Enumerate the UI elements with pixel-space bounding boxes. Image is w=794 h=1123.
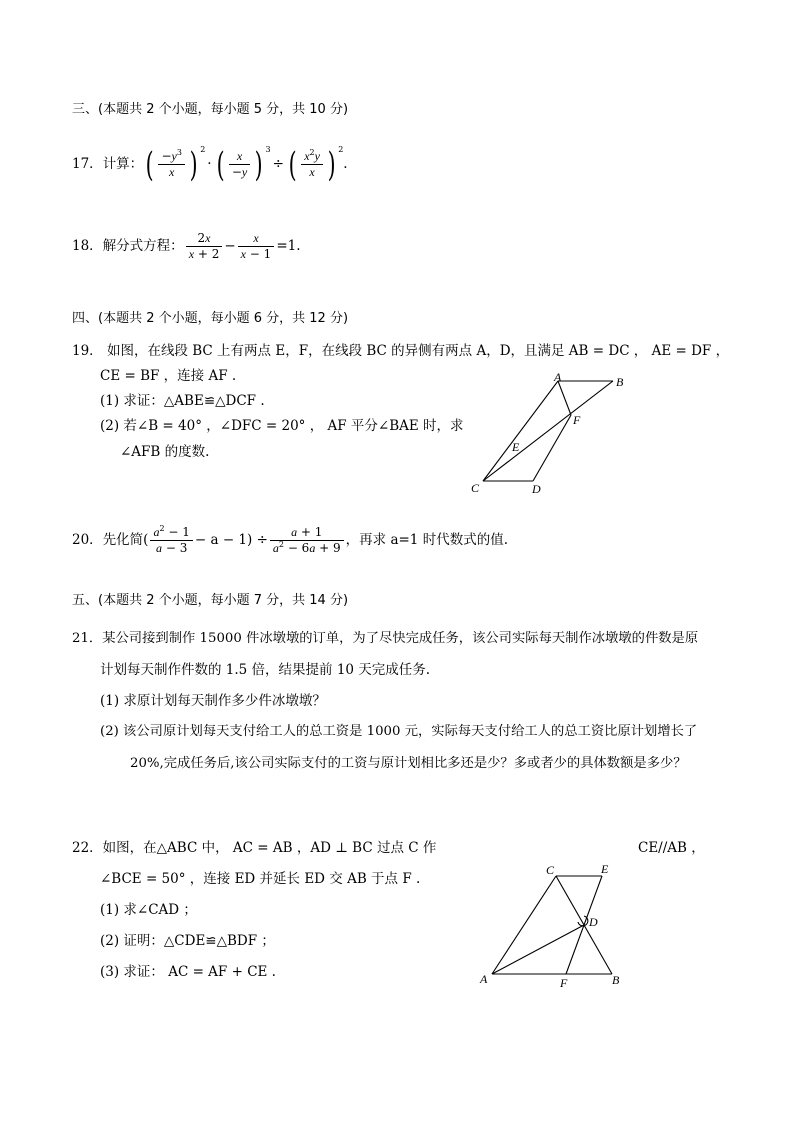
q19-figure (465, 368, 645, 498)
q20-suffix: ，再求 a=1 时代数式的值. (345, 532, 508, 548)
q19-part2b: ∠AFB 的度数. (120, 444, 210, 460)
q22-label-e: E (601, 862, 609, 876)
q19-line1: 19． 如图，在线段 BC 上有两点 E，F，在线段 BC 的异侧有两点 A，D，且满足 AB = DC ， AE = DF ， (72, 343, 730, 359)
q22-label-a: A (480, 972, 488, 986)
q18-number: 18． (72, 238, 103, 254)
q19-label-b: B (616, 375, 624, 389)
q22-line2: ∠BCE = 50° ，连接 ED 并延长 ED 交 AB 于点 F . (100, 871, 421, 887)
section-4-header: 四、(本题共 2 个小题，每小题 6 分，共 12 分) (72, 311, 349, 326)
q19-label-c: C (471, 481, 480, 495)
q20-mid: − a − 1) ÷ (194, 532, 268, 548)
q19-part2: (2) 若∠B = 40° ，∠DFC = 20° ， AF 平分∠BAE 时，求 (100, 418, 464, 434)
q22-part3: (3) 求证： AC = AF + CE . (100, 964, 276, 980)
question-18: 18．解分式方程： $\frac{2x}{x + 2}$ − $\frac{x}{x - 1}$ =1. (72, 231, 301, 261)
q22-part2: (2) 证明：△CDE≌△BDF ； (100, 933, 275, 949)
q22-label-b: B (612, 973, 620, 987)
q21-part1: (1) 求原计划每天制作多少件冰墩墩？ (100, 693, 326, 709)
q22-figure (470, 858, 640, 993)
section-3-header: 三、(本题共 2 个小题，每小题 5 分，共 10 分) (72, 102, 349, 117)
q22-label-d: D (589, 915, 598, 929)
q19-label-a: A (554, 370, 562, 384)
question-20: 20．先化简( $\frac{a^2 - 1}{a - 3}$ − a − 1) ÷ $\frac{a + 1}{a^2 - 6a + 9}$ ，再求 a=1 时代数式的值. (72, 524, 508, 555)
q18-equals: =1 (276, 238, 297, 254)
q22-line1-right: CE//AB ， (638, 840, 705, 856)
q19-part1: (1) 求证：△ABE≌△DCF . (100, 393, 265, 409)
q21-line1: 21．某公司接到制作 15000 件冰墩墩的订单，为了尽快完成任务，该公司实际每天制作冰墩墩的件数是原 (72, 631, 699, 646)
q20-prefix: 先化简( (102, 532, 149, 548)
q19-line2: CE = BF ，连接 AF . (100, 368, 237, 384)
q21-part2: (2) 该公司原计划每天支付给工人的总工资是 1000 元，实际每天支付给工人的总工资比原计划增长了 (100, 724, 698, 739)
question-17: 17．计算：( $\frac{-y^3}{x}$ ) $^2$· ( $\frac{x}{-y}$ ) $^3$÷ ( $\frac{x^2y}{x}$ ) $^2$. (72, 144, 348, 185)
q19-label-d: D (532, 482, 541, 496)
q22-line1: 22．如图，在△ABC 中， AC = AB ，AD ⊥ BC 过点 C 作 (72, 840, 437, 856)
q22-part1: (1) 求∠CAD ； (100, 902, 197, 918)
q21-line2: 计划每天制作件数的 1.5 倍，结果提前 10 天完成任务. (100, 662, 431, 678)
section-5-header: 五、(本题共 2 个小题，每小题 7 分，共 14 分) (72, 593, 349, 608)
q22-label-c: C (546, 863, 555, 877)
q18-label: 解分式方程： (102, 238, 184, 254)
q21-part2b: 20%,完成任务后,该公司实际支付的工资与原计划相比多还是少？多或者少的具体数额是多少？ (130, 756, 687, 771)
q20-number: 20． (72, 532, 103, 548)
q17-number: 17． (72, 156, 103, 172)
q18-period: . (296, 238, 301, 254)
q17-period: . (343, 156, 348, 172)
q19-label-f: F (573, 413, 581, 427)
q17-label: 计算： (102, 156, 144, 172)
q22-label-f: F (560, 976, 568, 990)
q19-label-e: E (512, 440, 520, 454)
